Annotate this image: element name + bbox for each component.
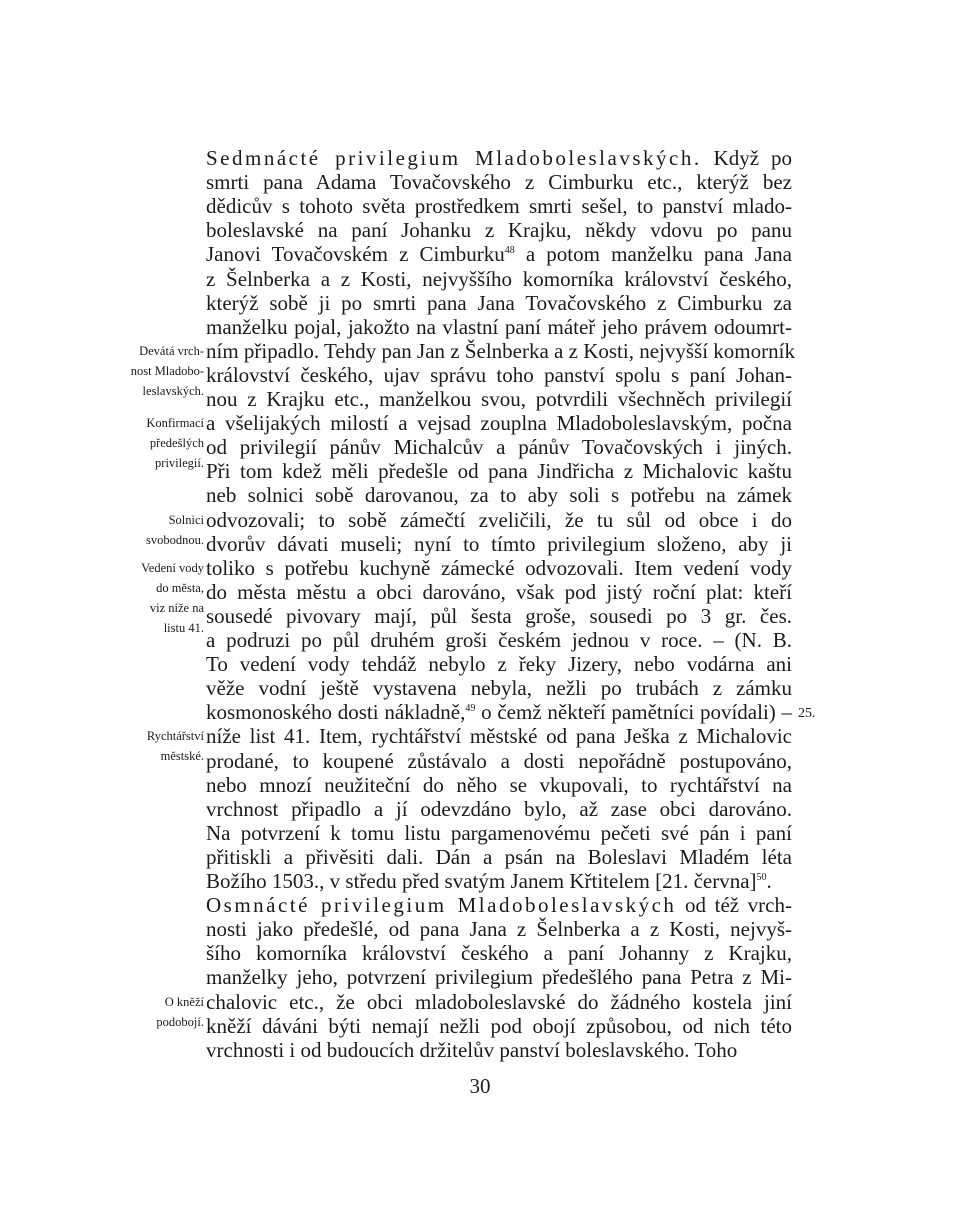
text-line	[206, 821, 792, 845]
text-run: a všelijakých milostí a vejsad zouplna Mladoboleslavským, počna	[206, 411, 792, 436]
text-line	[206, 652, 792, 676]
text-run: sousedé pivovary mají, půl šesta groše, sousedi po 3 gr. čes.	[206, 603, 792, 628]
text-run: odvozovali; to sobě zámečtí zveličili, že tu sůl od obce i do	[206, 507, 792, 532]
footnote-ref: 50	[756, 872, 767, 883]
text-run: To vedení vody tehdáž nebylo z řeky Jizery, nebo vodárna ani	[206, 652, 792, 677]
text-line	[206, 869, 792, 893]
text-run: a podruzi po půl druhém groši českém jednou v roce. – (N. B.	[206, 628, 792, 652]
text-line	[206, 965, 792, 989]
text-run: přitiskli a přivěsiti dali. Dán a psán na Boleslavi Mladém léta	[206, 844, 792, 869]
text-line	[206, 267, 792, 291]
text-run: Božího 1503., v středu před svatým Janem Křtitelem [21. června]	[206, 869, 757, 893]
text-run: věže vodní ještě vystavena nebyla, nežli po trubách z zámku	[206, 676, 792, 701]
text-run: chalovic etc., že obci mladoboleslavské do žádného kostela jiní	[206, 989, 792, 1014]
text-run: smrti pana Adama Tovačovského z Cimburku etc., kterýž bez	[206, 170, 792, 195]
text-run: kosmonoského dosti nákladně,	[206, 700, 466, 725]
text-line	[206, 146, 792, 170]
text-line	[206, 508, 792, 532]
text-run: Na potvrzení k tomu listu pargamenovému pečeti své pán i paní	[206, 820, 792, 845]
margin-line-number: 25.	[798, 706, 816, 722]
text-run: Janovi Tovačovském z Cimburku	[206, 242, 505, 267]
text-line	[206, 724, 792, 748]
footnote-ref: 48	[504, 245, 515, 257]
text-line	[206, 700, 792, 724]
text-line	[206, 556, 792, 580]
text-line	[206, 580, 792, 604]
text-line	[206, 1014, 792, 1038]
text-run: níže list 41. Item, rychtářství městské od pana Ješka z Michalovic	[206, 724, 792, 749]
text-line	[206, 242, 792, 266]
text-run: neb solnici sobě darovanou, za to aby soli s potřebu na zámek	[206, 483, 792, 508]
text-run: kněží dáváni býti nemají nežli pod obojí způsobou, od nich této	[206, 1013, 792, 1038]
text-line	[206, 435, 792, 459]
text-line	[206, 797, 792, 821]
text-run: prodané, to koupené zůstávalo a dosti nepořádně postupováno,	[206, 748, 792, 773]
text-run: dvorův dávati museli; nyní to tímto privilegium složeno, aby ji	[206, 531, 792, 556]
text-line	[206, 315, 792, 339]
text-line	[206, 411, 792, 435]
text-run: a potom manželku pana Jana	[514, 242, 792, 267]
text-line	[206, 604, 792, 628]
text-run: nou z Krajku etc., manželkou svou, potvrdili všechněch privilegií	[206, 387, 792, 411]
text-run: .	[766, 869, 772, 893]
text-run: vrchnosti i od budoucích držitelův panství boleslavského. Toho	[206, 1037, 738, 1062]
margin-note: Devátá vrch- nost Mladobo- leslavských.	[130, 343, 204, 398]
text-line	[206, 845, 792, 869]
margin-note: O kněží podobojí.	[156, 994, 204, 1029]
text-line	[206, 291, 792, 315]
text-run: od privilegií pánův Michalcův a pánův Tovačovských i jiných.	[206, 435, 792, 460]
margin-note: Solnici svobodnou.	[146, 512, 204, 547]
text-run: království českého, ujav správu toho panství spolu s paní Johan-	[206, 362, 792, 387]
text-line	[206, 194, 792, 218]
text-run: manželky jeho, potvrzení privilegium předešlého pana Petra z Mi-	[206, 965, 792, 990]
margin-note: Konfirmací předešlých privilegií.	[146, 416, 204, 471]
text-run: Při tom kdež měli předešle od pana Jindřicha z Michalovic kaštu	[206, 459, 792, 484]
text-line	[206, 170, 792, 194]
text-line	[206, 676, 792, 700]
text-line	[206, 941, 792, 965]
footnote-ref: 49	[465, 703, 476, 715]
text-line	[206, 218, 792, 242]
text-run: od též vrch-	[676, 893, 792, 918]
margin-note: Vedení vody do města, viz níže na listu 41.	[141, 560, 204, 635]
text-line	[206, 483, 792, 507]
text-line	[206, 893, 792, 917]
text-run: nosti jako předešlé, od pana Jana z Šelnberka a z Kosti, nejvyš-	[206, 917, 792, 942]
text-run: boleslavské na paní Johanku z Krajku, někdy vdovu po panu	[206, 218, 792, 243]
text-run: šího komorníka království českého a paní Johanny z Krajku,	[206, 941, 792, 966]
text-run: ním připadlo. Tehdy pan Jan z Šelnberka a z Kosti, nejvyšší komorník	[206, 338, 795, 363]
text-run: vrchnost připadlo a jí odevzdáno bylo, až zase obci darováno.	[206, 796, 792, 821]
text-run: kterýž sobě ji po smrti pana Jana Tovačovského z Cimburku za	[206, 290, 792, 315]
page-number: 30	[469, 1074, 491, 1098]
text-line	[206, 628, 792, 652]
text-run: toliko s potřebu kuchyně zámecké odvozovali. Item vedení vody	[206, 555, 792, 580]
text-run: do města městu a obci darováno, však pod jistý roční plat: kteří	[206, 579, 792, 604]
text-run: Když po	[701, 146, 792, 170]
text-line	[206, 917, 792, 941]
text-run: z Šelnberka a z Kosti, nejvyššího komorníka království českého,	[206, 266, 792, 291]
text-line	[206, 338, 795, 363]
text-line	[206, 459, 792, 483]
text-line	[206, 990, 792, 1014]
text-line	[206, 387, 792, 411]
text-line	[206, 749, 792, 773]
text-run: o čemž někteří pamětníci povídali) –	[475, 700, 793, 725]
text-run: dědicův s tohoto světa prostředkem smrti sešel, to panství mlado-	[206, 194, 792, 219]
text-run: Osmnácté privilegium Mladoboleslavských	[206, 893, 677, 918]
text-run: Sedmnácté privilegium Mladoboleslavských.	[206, 146, 702, 170]
text-line	[206, 773, 792, 797]
margin-note: Rychtářství městské.	[146, 729, 204, 764]
text-run: manželku pojal, jakožto na vlastní paní máteř jeho právem odoumrt-	[206, 314, 792, 339]
text-line	[206, 1038, 792, 1062]
text-line	[206, 532, 792, 556]
text-line	[206, 363, 792, 387]
text-run: nebo mnozí neužiteční do něho se vkupovali, to rychtářství na	[206, 772, 792, 797]
